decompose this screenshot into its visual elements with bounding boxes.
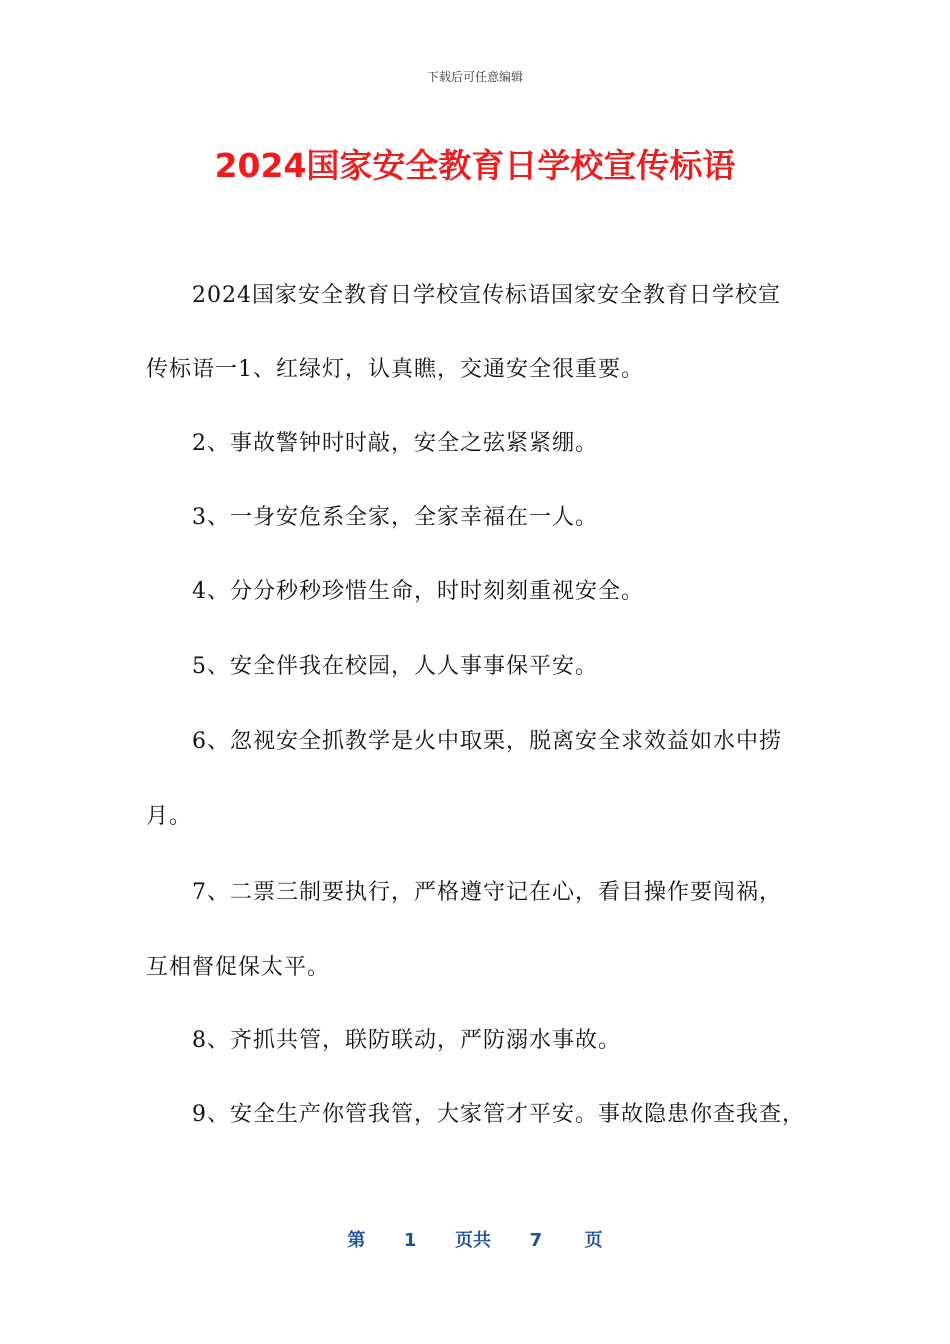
page-mid: 页共 [455, 1230, 491, 1251]
body-line: 3、一身安危系全家，全家幸福在一人。 [192, 505, 598, 530]
page-suffix: 页 [584, 1230, 603, 1251]
body-line: 传标语一1、红绿灯，认真瞧，交通安全很重要。 [146, 357, 644, 382]
document-title: 2024国家安全教育日学校宣传标语 [214, 146, 736, 185]
body-line: 9、安全生产你管我管，大家管才平安。事故隐患你查我查， [192, 1102, 805, 1127]
body-line: 互相督促保太平。 [146, 955, 331, 980]
body-line: 8、齐抓共管，联防联动，严防溺水事故。 [192, 1028, 621, 1053]
current-page-number: 1 [403, 1230, 417, 1251]
page-footer [0, 1226, 950, 1252]
body-line: 月。 [146, 804, 193, 829]
body-line: 7、二票三制要执行，严格遵守记在心，看目操作要闯祸， [192, 880, 782, 905]
body-line: 6、忽视安全抓教学是火中取栗，脱离安全求效益如水中捞 [192, 729, 782, 754]
header-note: 下载后可任意编辑 [426, 70, 523, 84]
body-line: 4、分分秒秒珍惜生命，时时刻刻重视安全。 [192, 579, 644, 604]
page-prefix: 第 [347, 1230, 366, 1251]
body-line: 5、安全伴我在校园，人人事事保平安。 [192, 654, 598, 679]
body-line: 2、事故警钟时时敲，安全之弦紧紧绷。 [192, 431, 598, 456]
total-pages-number: 7 [529, 1230, 543, 1251]
body-line: 2024国家安全教育日学校宣传标语国家安全教育日学校宣 [192, 283, 781, 308]
